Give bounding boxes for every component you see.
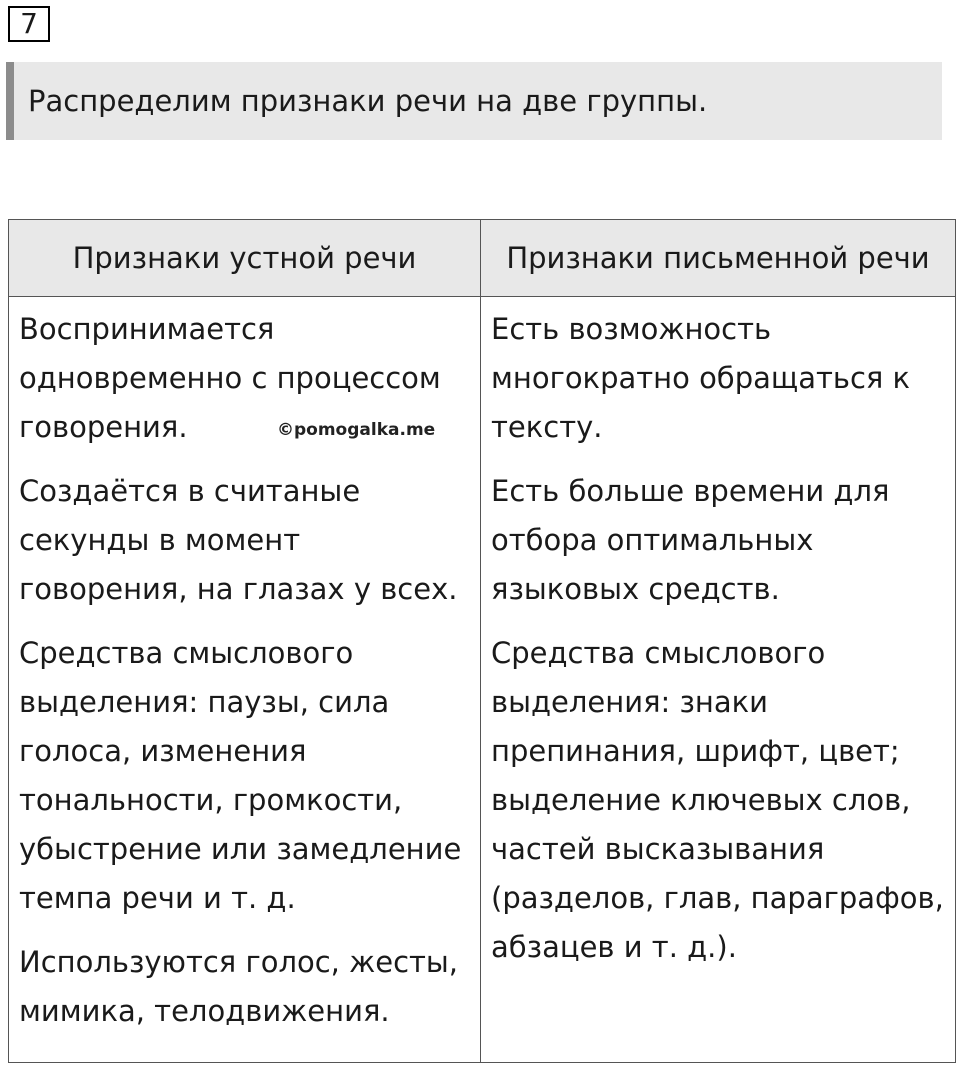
oral-feature-2: Создаётся в считаные секунды в момент говорения, на глазах у всех. (19, 474, 458, 606)
written-feature-1: Есть возможность многократно обращаться к тексту. (491, 312, 911, 444)
oral-feature-1: Воспринимается одновременно с процессом говорения. (19, 312, 441, 444)
task-number: 7 (8, 6, 50, 42)
oral-feature-3: Средства смыслового выделения: паузы, сила голоса, изменения тональности, громкости, убыстрение или замедление темпа речи и т. д. (19, 636, 462, 915)
written-speech-cell (481, 297, 956, 1063)
written-speech-header: Признаки письменной речи (481, 220, 956, 297)
oral-speech-header: Признаки устной речи (9, 220, 481, 297)
oral-feature-4: Используются голос, жесты, мимика, телодвижения. (19, 945, 459, 1028)
watermark: ©pomogalka.me (277, 420, 436, 440)
intro-text: Распределим признаки речи на две группы. (6, 62, 942, 140)
table-row (9, 297, 956, 1063)
written-feature-3: Средства смыслового выделения: знаки препинания, шрифт, цвет; выделение ключевых слов, частей высказывания (разделов, глав, параграфов, абзацев и т. д.). (491, 636, 944, 964)
written-feature-2: Есть больше времени для отбора оптимальных языковых средств. (491, 474, 890, 606)
oral-speech-cell (9, 297, 481, 1063)
speech-features-table (8, 219, 956, 1063)
table-header-row (9, 220, 956, 297)
